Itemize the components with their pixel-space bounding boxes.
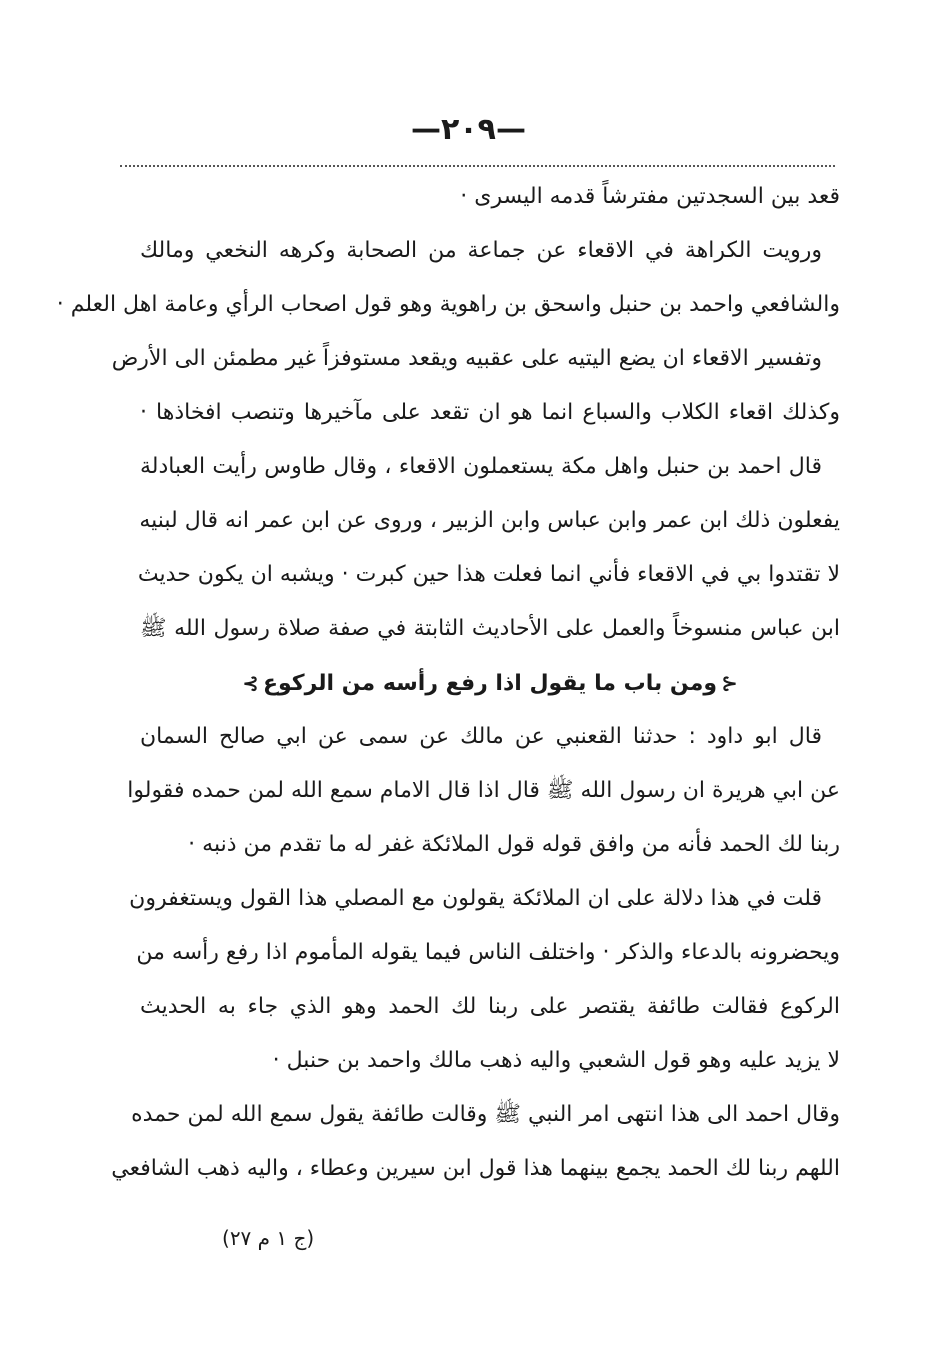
text-line: اللهم ربنا لك الحمد يجمع بينهما هذا قول ابن سيرين وعطاء ، واليه ذهب الشافعي xyxy=(111,1156,840,1181)
header-divider xyxy=(120,165,835,167)
ornament-icon: ⊰ xyxy=(721,671,738,695)
text-line: وكذلك اقعاء الكلاب والسباع انما هو ان تقعد على مآخيرها وتنصب افخاذها · xyxy=(140,400,840,425)
text-line: والشافعي واحمد بن حنبل واسحق بن راهوية وهو قول اصحاب الرأي وعامة اهل العلم · xyxy=(56,292,840,317)
text-line: الركوع فقالت طائفة يقتصر على ربنا لك الحمد وهو الذي جاء به الحديث xyxy=(140,994,840,1019)
text-line: ربنا لك الحمد فأنه من وافق قوله قول الملائكة غفر له ما تقدم من ذنبه · xyxy=(188,832,840,857)
page-number: —٢٠٩— xyxy=(411,112,526,147)
text-line: وتفسير الاقعاء ان يضع اليتيه على عقبيه ويقعد مستوفزاً غير مطمئن الى الأرض xyxy=(111,346,822,371)
text-line: وقال احمد الى هذا انتهى امر النبي ﷺ وقالت طائفة يقول سمع الله لمن حمده xyxy=(131,1102,840,1127)
text-line: ورويت الكراهة في الاقعاء عن جماعة من الصحابة وكرهه النخعي ومالك xyxy=(140,238,822,263)
text-line: لا يزيد عليه وهو قول الشعبي واليه ذهب مالك واحمد بن حنبل · xyxy=(272,1048,840,1073)
text-line: عن ابي هريرة ان رسول الله ﷺ قال اذا قال الامام سمع الله لمن حمده فقولوا xyxy=(127,778,840,803)
text-line: ابن عباس منسوخاً والعمل على الأحاديث الثابتة في صفة صلاة رسول الله ﷺ xyxy=(140,616,840,641)
text-line: لا تقتدوا بي في الاقعاء فأني انما فعلت هذا حين كبرت · ويشبه ان يكون حديث xyxy=(137,562,840,587)
body-text xyxy=(56,170,840,1196)
ornament-icon: ⊱ xyxy=(242,671,259,695)
section-heading-label: ومن باب ما يقول اذا رفع رأسه من الركوع xyxy=(262,671,718,696)
section-heading xyxy=(140,656,840,710)
text-line: يفعلون ذلك ابن عمر وابن عباس وابن الزبير ، وروى عن ابن عمر انه قال لبنيه xyxy=(139,508,840,533)
text-line: ويحضرونه بالدعاء والذكر · واختلف الناس فيما يقوله المأموم اذا رفع رأسه من xyxy=(136,940,840,965)
text-line: قعد بين السجدتين مفترشاً قدمه اليسرى · xyxy=(460,184,840,209)
text-line: قال ابو داود : حدثنا القعنبي عن مالك عن سمى عن ابي صالح السمان xyxy=(140,724,822,749)
text-line: قلت في هذا دلالة على ان الملائكة يقولون مع المصلي هذا القول ويستغفرون xyxy=(129,886,822,911)
signature-mark: (ج ١ م ٢٧) xyxy=(222,1226,315,1250)
text-line: قال احمد بن حنبل واهل مكة يستعملون الاقعاء ، وقال طاوس رأيت العبادلة xyxy=(140,454,822,479)
